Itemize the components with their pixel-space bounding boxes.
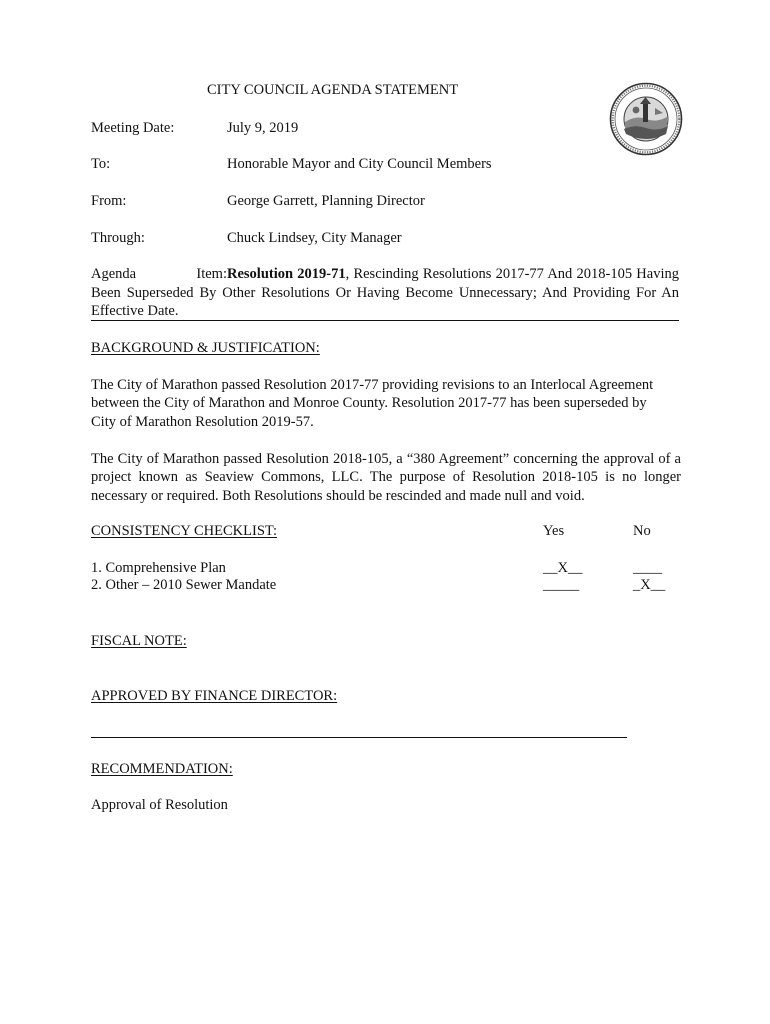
agenda-item-line-2: Been Superseded By Other Resolutions Or Having Become Unnecessary; And Providing For An xyxy=(91,284,679,301)
to-value: Honorable Mayor and City Council Members xyxy=(227,156,492,172)
yes-column-header: Yes xyxy=(543,523,565,539)
agenda-item-label: Agenda Item: xyxy=(91,266,227,282)
through-label: Through: xyxy=(91,230,145,246)
signature-line xyxy=(91,737,627,738)
from-label: From: xyxy=(91,193,127,209)
checklist-item-yes: _____ xyxy=(543,577,580,593)
background-heading: BACKGROUND & JUSTIFICATION: xyxy=(91,340,320,356)
through-value: Chuck Lindsey, City Manager xyxy=(227,230,402,246)
checklist-item-yes: __X__ xyxy=(543,560,583,576)
page-title: CITY COUNCIL AGENDA STATEMENT xyxy=(207,82,459,98)
fiscal-note-heading: FISCAL NOTE: xyxy=(91,633,187,649)
checklist-item-no: _X__ xyxy=(633,577,666,593)
paragraph-line: City of Marathon Resolution 2019-57. xyxy=(91,413,314,430)
from-value: George Garrett, Planning Director xyxy=(227,193,425,209)
paragraph-line: The City of Marathon passed Resolution 2018-105, a “380 Agreement” concerning the approval of a xyxy=(91,451,681,467)
agenda-item-line-1-rest: , Rescinding Resolutions 2017-77 And 2018-105 Having xyxy=(345,266,679,282)
meeting-date-label: Meeting Date: xyxy=(91,120,175,136)
agenda-item-line-1 xyxy=(91,265,679,284)
recommendation-text: Approval of Resolution xyxy=(91,797,228,813)
background-paragraph-1 xyxy=(91,376,681,431)
agenda-item-resolution: Resolution 2019-71 xyxy=(227,266,346,282)
recommendation-heading: RECOMMENDATION: xyxy=(91,761,233,777)
no-column-header: No xyxy=(633,523,651,539)
city-seal-icon xyxy=(609,82,683,156)
agenda-item xyxy=(91,265,679,321)
checklist-item-label: 1. Comprehensive Plan xyxy=(91,560,226,576)
section-divider xyxy=(91,320,679,321)
paragraph-line: necessary or required. Both Resolutions should be rescinded and made null and void. xyxy=(91,487,585,504)
paragraph-line: project known as Seaview Commons, LLC. The purpose of Resolution 2018-105 is no longer xyxy=(91,469,681,486)
agenda-item-line-3: Effective Date. xyxy=(91,303,179,319)
paragraph-line: between the City of Marathon and Monroe County. Resolution 2017-77 has been superseded by xyxy=(91,395,647,412)
background-paragraph-2 xyxy=(91,450,681,505)
to-label: To: xyxy=(91,156,111,172)
consistency-heading: CONSISTENCY CHECKLIST: xyxy=(91,523,278,539)
checklist-item-no: ____ xyxy=(633,560,662,576)
meeting-date-value: July 9, 2019 xyxy=(227,120,299,136)
paragraph-line: The City of Marathon passed Resolution 2017-77 providing revisions to an Interlocal Agreement xyxy=(91,377,654,393)
checklist-item-label: 2. Other – 2010 Sewer Mandate xyxy=(91,577,277,593)
finance-approval-heading: APPROVED BY FINANCE DIRECTOR: xyxy=(91,688,338,704)
